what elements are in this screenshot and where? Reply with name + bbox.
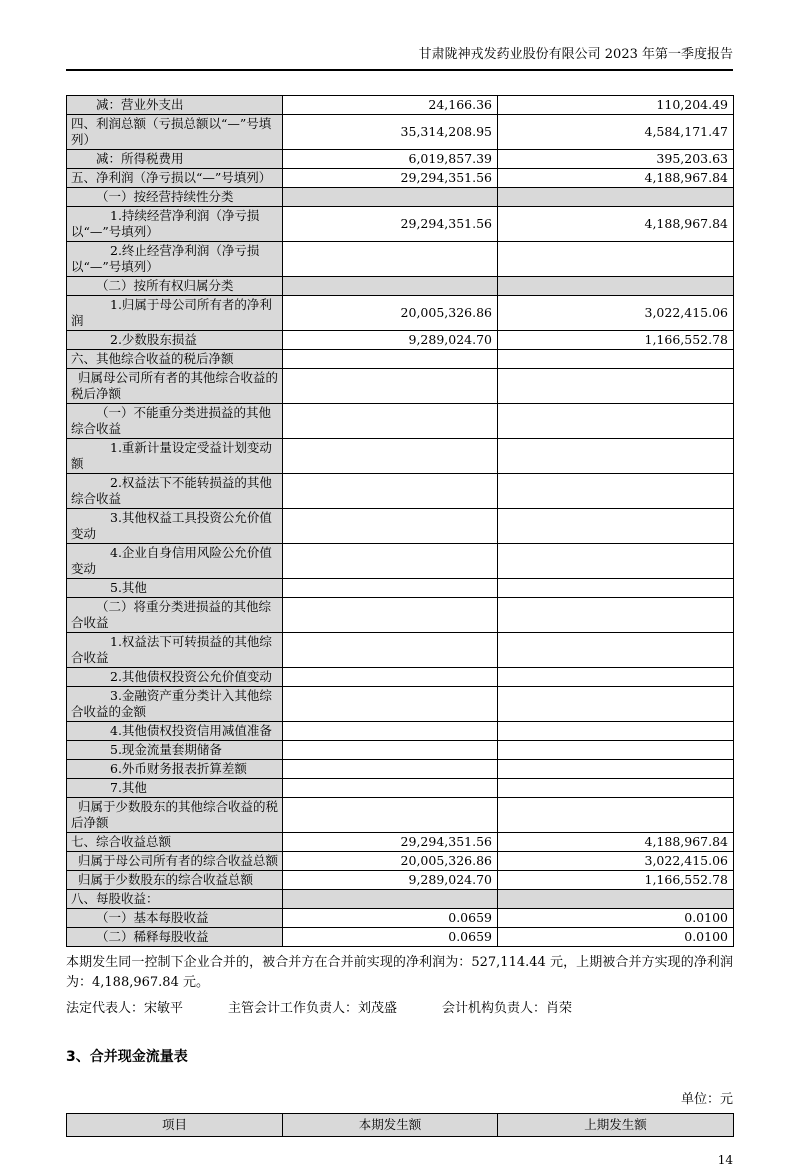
row-label: 2.权益法下不能转损益的其他综合收益 [67,474,283,509]
table-row [67,188,734,207]
row-label: 归属于少数股东的其他综合收益的税后净额 [67,798,283,833]
table-row [67,115,734,150]
table-row [67,439,734,474]
current-period-value: 29,294,351.56 [283,169,498,188]
table-row [67,909,734,928]
prior-period-value: 110,204.49 [498,96,734,115]
prior-period-value: 0.0100 [498,909,734,928]
income-statement-table [66,95,734,947]
prior-period-value [498,741,734,760]
current-period-value: 6,019,857.39 [283,150,498,169]
row-label: 5.现金流量套期储备 [67,741,283,760]
prior-period-value: 1,166,552.78 [498,331,734,350]
row-label: 归属母公司所有者的其他综合收益的税后净额 [67,369,283,404]
row-label: （二）稀释每股收益 [67,928,283,947]
row-label: 四、利润总额（亏损总额以“—”号填列） [67,115,283,150]
table-row [67,579,734,598]
current-period-value: 29,294,351.56 [283,833,498,852]
row-label: 1.持续经营净利润（净亏损以“—”号填列） [67,207,283,242]
current-period-value [283,779,498,798]
row-label: 5.其他 [67,579,283,598]
row-label: 归属于母公司所有者的综合收益总额 [67,852,283,871]
prior-period-value [498,439,734,474]
row-label: 7.其他 [67,779,283,798]
table-row [67,928,734,947]
prior-period-value [498,890,734,909]
prior-period-value [498,188,734,207]
merger-note: 本期发生同一控制下企业合并的，被合并方在合并前实现的净利润为：527,114.44 元，上期被合并方实现的净利润为：4,188,967.84 元。 [66,955,733,990]
current-period-value [283,369,498,404]
current-period-value [283,722,498,741]
prior-period-value: 4,188,967.84 [498,169,734,188]
table-row [67,207,734,242]
table-row [67,544,734,579]
current-period-value: 20,005,326.86 [283,296,498,331]
row-label: 五、净利润（净亏损以“—”号填列） [67,169,283,188]
table-row [67,350,734,369]
current-period-value: 35,314,208.95 [283,115,498,150]
table-row [67,687,734,722]
table-row [67,890,734,909]
current-period-value: 24,166.36 [283,96,498,115]
row-label: 减：所得税费用 [67,150,283,169]
table-row [67,296,734,331]
table-row [67,833,734,852]
prior-period-value [498,760,734,779]
prior-period-value [498,687,734,722]
current-period-value [283,242,498,277]
prior-period-value [498,668,734,687]
row-label: 2.其他债权投资公允价值变动 [67,668,283,687]
current-period-value [283,474,498,509]
table-row [67,474,734,509]
current-period-value: 29,294,351.56 [283,207,498,242]
table-row [67,741,734,760]
row-label: 减：营业外支出 [67,96,283,115]
table-row [67,722,734,741]
row-label: 1.重新计量设定受益计划变动额 [67,439,283,474]
row-label: （一）基本每股收益 [67,909,283,928]
accounting-department-head: 会计机构负责人：肖荣 [442,1001,573,1016]
row-label: 1.权益法下可转损益的其他综合收益 [67,633,283,668]
table-row [67,96,734,115]
row-label: 6.外币财务报表折算差额 [67,760,283,779]
table-row [67,331,734,350]
prior-period-value: 3,022,415.06 [498,852,734,871]
current-period-value [283,668,498,687]
row-label: 八、每股收益： [67,890,283,909]
current-period-value [283,439,498,474]
prior-period-value [498,350,734,369]
current-period-value [283,687,498,722]
column-header-current-period: 本期发生额 [283,1114,498,1137]
cashflow-section-heading: 3、合并现金流量表 [66,1049,188,1065]
signature-row [66,1000,733,1018]
current-period-value: 20,005,326.86 [283,852,498,871]
current-period-value [283,760,498,779]
row-label: 1.归属于母公司所有者的净利润 [67,296,283,331]
prior-period-value: 4,188,967.84 [498,833,734,852]
page-number: 14 [717,1153,733,1167]
current-period-value [283,509,498,544]
current-period-value [283,598,498,633]
prior-period-value: 4,188,967.84 [498,207,734,242]
current-period-value [283,633,498,668]
prior-period-value [498,579,734,598]
prior-period-value [498,404,734,439]
prior-period-value [498,798,734,833]
current-period-value [283,890,498,909]
row-label: 归属于少数股东的综合收益总额 [67,871,283,890]
table-row [67,798,734,833]
current-period-value: 0.0659 [283,928,498,947]
unit-label: 单位：元 [680,1092,733,1107]
table-row [67,242,734,277]
column-header-prior-period: 上期发生额 [498,1114,734,1137]
row-label: 3.其他权益工具投资公允价值变动 [67,509,283,544]
row-label: （二）将重分类进损益的其他综合收益 [67,598,283,633]
row-label: 七、综合收益总额 [67,833,283,852]
prior-period-value [498,598,734,633]
prior-period-value: 3,022,415.06 [498,296,734,331]
row-label: （一）不能重分类进损益的其他综合收益 [67,404,283,439]
row-label: （一）按经营持续性分类 [67,188,283,207]
current-period-value [283,798,498,833]
row-label: （二）按所有权归属分类 [67,277,283,296]
prior-period-value [498,242,734,277]
cashflow-statement-table [66,1113,734,1137]
current-period-value [283,404,498,439]
cashflow-header-row [67,1114,734,1137]
table-row [67,779,734,798]
current-period-value: 0.0659 [283,909,498,928]
current-period-value [283,350,498,369]
legal-representative: 法定代表人：宋敏平 [66,1001,184,1016]
table-row [67,404,734,439]
row-label: 六、其他综合收益的税后净额 [67,350,283,369]
column-header-item: 项目 [67,1114,283,1137]
prior-period-value [498,544,734,579]
current-period-value [283,544,498,579]
table-row [67,760,734,779]
current-period-value [283,277,498,296]
prior-period-value [498,779,734,798]
row-label: 2.终止经营净利润（净亏损以“—”号填列） [67,242,283,277]
prior-period-value [498,277,734,296]
income-statement-body [67,96,734,947]
chief-accounting-officer: 主管会计工作负责人：刘茂盛 [228,1001,398,1016]
table-row [67,852,734,871]
row-label: 3.金融资产重分类计入其他综合收益的金额 [67,687,283,722]
current-period-value: 9,289,024.70 [283,871,498,890]
prior-period-value [498,633,734,668]
prior-period-value: 1,166,552.78 [498,871,734,890]
row-label: 4.其他债权投资信用减值准备 [67,722,283,741]
table-row [67,509,734,544]
current-period-value [283,579,498,598]
page-header-title: 甘肃陇神戎发药业股份有限公司 2023 年第一季度报告 [66,46,733,71]
table-row [67,369,734,404]
table-row [67,169,734,188]
table-row [67,150,734,169]
prior-period-value: 395,203.63 [498,150,734,169]
row-label: 4.企业自身信用风险公允价值变动 [67,544,283,579]
table-row [67,871,734,890]
prior-period-value [498,474,734,509]
prior-period-value [498,369,734,404]
row-label: 2.少数股东损益 [67,331,283,350]
prior-period-value: 0.0100 [498,928,734,947]
table-row [67,277,734,296]
table-row [67,633,734,668]
current-period-value [283,741,498,760]
prior-period-value [498,509,734,544]
prior-period-value [498,722,734,741]
table-row [67,668,734,687]
current-period-value [283,188,498,207]
prior-period-value: 4,584,171.47 [498,115,734,150]
table-row [67,598,734,633]
current-period-value: 9,289,024.70 [283,331,498,350]
